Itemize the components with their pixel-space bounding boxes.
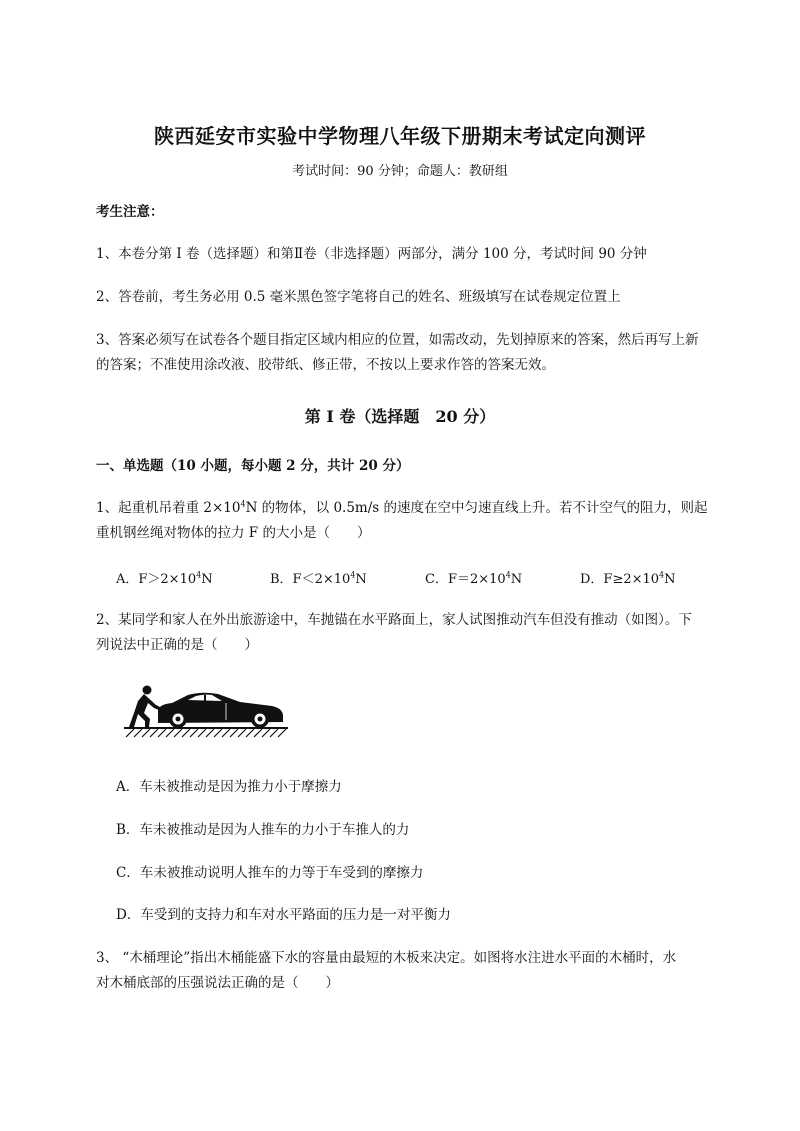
question-1-option-c — [425, 568, 522, 587]
exam-subtitle: 考试时间：90 分钟；命题人：教研组 — [292, 164, 508, 179]
option-text: B．F＜2×10 — [270, 572, 351, 587]
question-2-stem-line2: 列说法中正确的是（ ） — [96, 637, 258, 653]
notice-heading: 考生注意： — [96, 204, 164, 220]
option-text: C．F＝2×10 — [425, 572, 506, 587]
option-unit: N — [510, 572, 523, 587]
option-text: D．F≥2×10 — [580, 572, 660, 587]
question-1-stem-b: N 的物体，以 0.5m/s 的速度在空中匀速直线上升。若不计空气的阻力，则起 — [245, 500, 708, 516]
notice-item: 的答案；不准使用涂改液、胶带纸、修正带，不按以上要求作答的答案无效。 — [96, 357, 555, 373]
option-unit: N — [201, 572, 213, 587]
option-exponent: 4 — [350, 570, 356, 580]
option-exponent: 4 — [505, 570, 511, 580]
question-1-option-b — [270, 568, 367, 587]
section-title: 第 I 卷（选择题 20 分） — [304, 407, 496, 426]
notice-item: 3、答案必须写在试卷各个题目指定区域内相应的位置，如需改动，先划掉原来的答案，然后再写上新 — [96, 332, 699, 348]
option-exponent: 4 — [659, 570, 665, 580]
option-unit: N — [355, 572, 367, 587]
question-2-option-a: A．车未被推动是因为推力小于摩擦力 — [116, 779, 342, 795]
question-1-stem-line2: 重机钢丝绳对物体的拉力 F 的大小是（ ） — [96, 525, 371, 541]
question-3-stem-line1: 3、 “木桶理论”指出木桶能盛下水的容量由最短的木板来决定。如图将水注进水平面的木桶时，水 — [96, 950, 677, 966]
question-1-stem-a: 1、起重机吊着重 2×10 — [96, 500, 241, 516]
question-1-stem-line1 — [96, 499, 708, 517]
question-1-option-d — [580, 568, 676, 587]
part-heading: 一、单选题（10 小题，每小题 2 分，共计 20 分） — [96, 458, 410, 474]
notice-item: 2、答卷前，考生务必用 0.5 毫米黑色签字笔将自己的姓名、班级填写在试卷规定位置上 — [96, 289, 621, 305]
question-1-exponent: 4 — [240, 499, 246, 509]
exam-title: 陕西延安市实验中学物理八年级下册期末考试定向测评 — [154, 124, 646, 148]
question-1-option-a — [116, 568, 213, 587]
option-text: A．F＞2×10 — [116, 572, 197, 587]
person-pushing-car-figure — [122, 683, 290, 739]
question-2-option-b: B．车未被推动是因为人推车的力小于车推人的力 — [116, 822, 410, 838]
notice-item: 1、本卷分第 I 卷（选择题）和第Ⅱ卷（非选择题）两部分，满分 100 分，考试时间 90 分钟 — [96, 246, 647, 262]
question-2-option-c: C．车未被推动说明人推车的力等于车受到的摩擦力 — [116, 865, 424, 881]
option-exponent: 4 — [196, 570, 202, 580]
question-2-option-d: D．车受到的支持力和车对水平路面的压力是一对平衡力 — [116, 907, 451, 923]
question-3-stem-line2: 对木桶底部的压强说法正确的是（ ） — [96, 975, 339, 991]
question-2-stem-line1: 2、某同学和家人在外出旅游途中，车抛锚在水平路面上，家人试图推动汽车但没有推动（如图）。下 — [96, 612, 692, 628]
option-unit: N — [664, 572, 676, 587]
